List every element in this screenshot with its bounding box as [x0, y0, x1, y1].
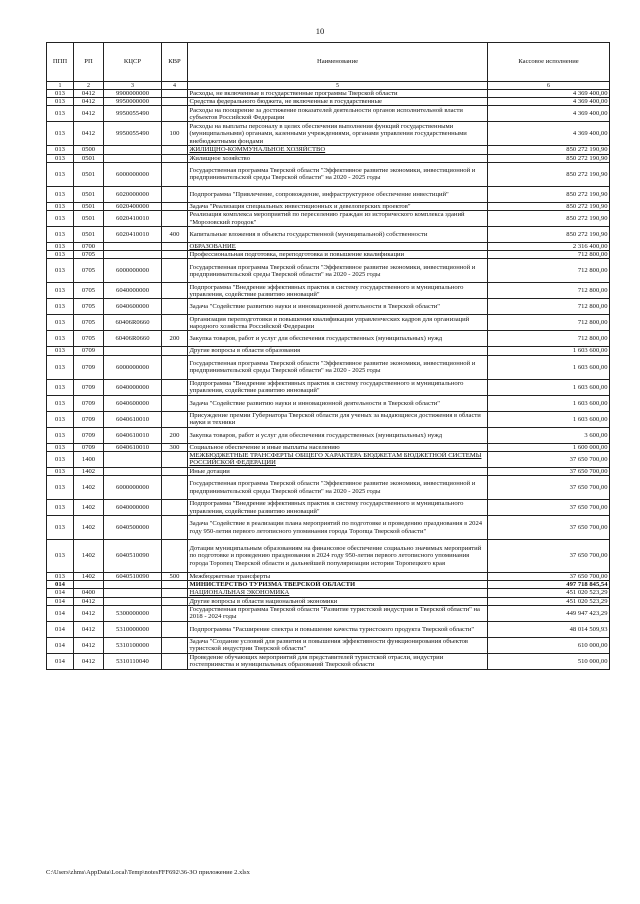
cell-rp: 0412 — [74, 90, 104, 98]
cell-kvr — [162, 259, 188, 283]
cell-amount: 449 947 423,29 — [488, 605, 610, 621]
table-row — [47, 186, 610, 202]
table-row — [47, 227, 610, 243]
col-number: 3 — [104, 82, 162, 90]
cell-kvr — [162, 653, 188, 669]
table-row — [47, 122, 610, 146]
cell-ppp: 013 — [47, 540, 74, 573]
cell-ppp: 013 — [47, 106, 74, 122]
cell-name: Средства федерального бюджета, не включенные в государственные — [188, 98, 488, 106]
cell-rp: 0705 — [74, 331, 104, 347]
cell-amount: 37 650 700,00 — [488, 516, 610, 540]
table-body — [47, 90, 610, 670]
table-row — [47, 395, 610, 411]
cell-name: Профессиональная подготовка, переподготовка и повышение квалификации — [188, 251, 488, 259]
cell-amount: 3 600,00 — [488, 427, 610, 443]
cell-rp: 1402 — [74, 467, 104, 475]
cell-ppp: 013 — [47, 573, 74, 581]
cell-kcsr — [104, 347, 162, 355]
cell-amount: 850 272 190,90 — [488, 227, 610, 243]
cell-name: Проведение обучающих мероприятий для представителей туристской отрасли, индустрии гостеприимства и муниципальных образований Тверской области — [188, 653, 488, 669]
cell-ppp: 014 — [47, 589, 74, 597]
cell-rp: 0412 — [74, 98, 104, 106]
cell-rp: 0412 — [74, 122, 104, 146]
cell-ppp: 013 — [47, 427, 74, 443]
cell-rp: 0501 — [74, 154, 104, 162]
cell-rp: 0501 — [74, 227, 104, 243]
cell-amount: 850 272 190,90 — [488, 202, 610, 210]
table-row — [47, 500, 610, 516]
cell-name: Задача "Содействие развитию науки и инновационной деятельности в Тверской области" — [188, 395, 488, 411]
table-row — [47, 283, 610, 299]
cell-kcsr: 6000000000 — [104, 259, 162, 283]
cell-kvr — [162, 283, 188, 299]
cell-ppp: 013 — [47, 347, 74, 355]
cell-kcsr — [104, 451, 162, 467]
cell-amount: 37 650 700,00 — [488, 451, 610, 467]
table-row — [47, 347, 610, 355]
cell-amount: 4 369 400,00 — [488, 106, 610, 122]
cell-kcsr: 6040000000 — [104, 283, 162, 299]
cell-kcsr — [104, 154, 162, 162]
cell-rp: 0501 — [74, 162, 104, 186]
cell-amount: 712 800,00 — [488, 251, 610, 259]
cell-amount: 37 650 700,00 — [488, 540, 610, 573]
cell-kvr: 500 — [162, 573, 188, 581]
cell-ppp: 014 — [47, 637, 74, 653]
cell-kvr — [162, 581, 188, 589]
cell-ppp: 013 — [47, 243, 74, 251]
cell-kvr — [162, 637, 188, 653]
table-row — [47, 315, 610, 331]
table-row — [47, 605, 610, 621]
budget-table — [46, 42, 610, 670]
cell-amount: 850 272 190,90 — [488, 211, 610, 227]
cell-name: Закупка товаров, работ и услуг для обеспечения государственных (муниципальных) нужд — [188, 427, 488, 443]
cell-kcsr: 6040600000 — [104, 395, 162, 411]
cell-kvr: 300 — [162, 443, 188, 451]
cell-kcsr: 6040510090 — [104, 540, 162, 573]
cell-amount: 37 650 700,00 — [488, 500, 610, 516]
cell-amount: 850 272 190,90 — [488, 186, 610, 202]
cell-kcsr: 6020400000 — [104, 202, 162, 210]
cell-name: Расходы, не включенные в государственные программы Тверской области — [188, 90, 488, 98]
cell-kcsr: 6020000000 — [104, 186, 162, 202]
cell-kcsr: 6040610010 — [104, 411, 162, 427]
cell-amount: 37 650 700,00 — [488, 573, 610, 581]
cell-name: Дотации муниципальным образованиям на финансовое обеспечение социально значимых мероприятий по подготовке и проведению празднования в 2024 году 950-летия первого летописного упоминания города Торопец Тверской области и дальнейшей популяризации истории Торопецкого края — [188, 540, 488, 573]
cell-ppp: 014 — [47, 597, 74, 605]
table-row — [47, 476, 610, 500]
cell-ppp: 013 — [47, 315, 74, 331]
cell-kvr — [162, 411, 188, 427]
table-row — [47, 621, 610, 637]
cell-amount: 2 316 400,00 — [488, 243, 610, 251]
cell-kcsr — [104, 589, 162, 597]
cell-kcsr: 5300000000 — [104, 605, 162, 621]
cell-kcsr — [104, 581, 162, 589]
cell-ppp: 013 — [47, 162, 74, 186]
header-kcsr: КЦСР — [104, 43, 162, 82]
cell-rp: 1402 — [74, 476, 104, 500]
cell-ppp: 013 — [47, 251, 74, 259]
cell-rp: 0412 — [74, 106, 104, 122]
cell-name: Другие вопросы в области образования — [188, 347, 488, 355]
cell-rp: 0501 — [74, 211, 104, 227]
table-row — [47, 243, 610, 251]
table-row — [47, 653, 610, 669]
cell-rp: 0709 — [74, 443, 104, 451]
cell-amount: 712 800,00 — [488, 259, 610, 283]
col-number: 6 — [488, 82, 610, 90]
cell-ppp: 013 — [47, 476, 74, 500]
header-ppp: ППП — [47, 43, 74, 82]
cell-kvr — [162, 299, 188, 315]
page-number: 10 — [315, 26, 325, 36]
cell-name: Расходы на выплаты персоналу в целях обеспечения выполнения функций государственными (муниципальными) органами, казенными учреждениями, органами управления государственными внебюджетными фондами — [188, 122, 488, 146]
table-row — [47, 106, 610, 122]
cell-kcsr: 9950000000 — [104, 98, 162, 106]
cell-amount: 1 603 600,00 — [488, 355, 610, 379]
cell-kvr — [162, 98, 188, 106]
cell-name: Государственная программа Тверской области "Эффективное развитие экономики, инвестиционной и предпринимательской среды Тверской области" на 2020 - 2025 годы — [188, 476, 488, 500]
table-row — [47, 331, 610, 347]
cell-rp: 0400 — [74, 589, 104, 597]
cell-amount: 451 020 523,29 — [488, 589, 610, 597]
cell-rp: 1402 — [74, 500, 104, 516]
col-number: 4 — [162, 82, 188, 90]
cell-name: Реализация комплекса мероприятий по переселению граждан из исторического комплекса зданий "Морозовский городок" — [188, 211, 488, 227]
header-rp: РП — [74, 43, 104, 82]
cell-kvr: 400 — [162, 227, 188, 243]
cell-kvr — [162, 106, 188, 122]
cell-rp: 0705 — [74, 251, 104, 259]
cell-ppp: 013 — [47, 443, 74, 451]
cell-amount: 4 369 400,00 — [488, 122, 610, 146]
cell-kcsr: 9900000000 — [104, 90, 162, 98]
cell-kvr — [162, 621, 188, 637]
table-row — [47, 251, 610, 259]
table-row — [47, 597, 610, 605]
cell-kvr — [162, 251, 188, 259]
cell-name: ЖИЛИЩНО-КОММУНАЛЬНОЕ ХОЗЯЙСТВО — [188, 146, 488, 154]
cell-rp: 0709 — [74, 411, 104, 427]
cell-rp: 0709 — [74, 395, 104, 411]
table-row — [47, 540, 610, 573]
cell-kcsr — [104, 467, 162, 475]
cell-rp: 0501 — [74, 186, 104, 202]
table-row — [47, 98, 610, 106]
table-row — [47, 211, 610, 227]
cell-kcsr: 6000000000 — [104, 476, 162, 500]
cell-ppp: 013 — [47, 331, 74, 347]
cell-kvr — [162, 516, 188, 540]
cell-ppp: 014 — [47, 581, 74, 589]
cell-kvr — [162, 154, 188, 162]
cell-rp: 1400 — [74, 451, 104, 467]
cell-rp: 0709 — [74, 427, 104, 443]
cell-kvr — [162, 315, 188, 331]
cell-ppp: 013 — [47, 299, 74, 315]
cell-kcsr: 6040610010 — [104, 427, 162, 443]
cell-ppp: 014 — [47, 653, 74, 669]
cell-amount: 1 603 600,00 — [488, 379, 610, 395]
cell-name: ОБРАЗОВАНИЕ — [188, 243, 488, 251]
cell-amount: 37 650 700,00 — [488, 476, 610, 500]
table-row — [47, 573, 610, 581]
cell-kvr — [162, 540, 188, 573]
cell-kcsr: 6040610010 — [104, 443, 162, 451]
cell-rp: 0705 — [74, 299, 104, 315]
cell-rp: 0705 — [74, 283, 104, 299]
cell-kcsr: 6040500000 — [104, 516, 162, 540]
cell-ppp: 013 — [47, 186, 74, 202]
cell-kvr — [162, 186, 188, 202]
cell-kcsr: 6040000000 — [104, 379, 162, 395]
cell-ppp: 013 — [47, 467, 74, 475]
cell-rp: 0500 — [74, 146, 104, 154]
cell-kcsr — [104, 251, 162, 259]
cell-kvr: 200 — [162, 427, 188, 443]
cell-rp: 1402 — [74, 516, 104, 540]
cell-name: МИНИСТЕРСТВО ТУРИЗМА ТВЕРСКОЙ ОБЛАСТИ — [188, 581, 488, 589]
table-row — [47, 589, 610, 597]
cell-rp: 0709 — [74, 379, 104, 395]
table-row — [47, 467, 610, 475]
cell-kcsr: 6020410010 — [104, 211, 162, 227]
table-row — [47, 581, 610, 589]
cell-kvr — [162, 211, 188, 227]
cell-kcsr: 6000000000 — [104, 355, 162, 379]
col-number: 1 — [47, 82, 74, 90]
cell-amount: 4 369 400,00 — [488, 98, 610, 106]
cell-kcsr: 5310100000 — [104, 637, 162, 653]
table-row — [47, 299, 610, 315]
cell-kcsr — [104, 243, 162, 251]
cell-rp: 0705 — [74, 259, 104, 283]
cell-ppp: 013 — [47, 355, 74, 379]
cell-kcsr: 6040600000 — [104, 299, 162, 315]
table-row — [47, 379, 610, 395]
cell-rp: 0412 — [74, 605, 104, 621]
cell-kvr — [162, 597, 188, 605]
cell-amount: 497 718 845,54 — [488, 581, 610, 589]
cell-kcsr: 6020410010 — [104, 227, 162, 243]
cell-amount: 48 014 509,93 — [488, 621, 610, 637]
cell-kvr — [162, 202, 188, 210]
cell-kcsr: 9950055490 — [104, 122, 162, 146]
cell-rp: 0709 — [74, 355, 104, 379]
cell-amount: 1 600 000,00 — [488, 443, 610, 451]
cell-ppp: 013 — [47, 379, 74, 395]
table-row — [47, 202, 610, 210]
cell-name: Расходы на поощрение за достижение показателей деятельности органов исполнительной власти субъектов Российской Федерации — [188, 106, 488, 122]
table-row — [47, 443, 610, 451]
cell-kvr — [162, 451, 188, 467]
cell-kvr — [162, 500, 188, 516]
cell-ppp: 013 — [47, 411, 74, 427]
cell-rp: 0412 — [74, 653, 104, 669]
cell-kvr: 200 — [162, 331, 188, 347]
cell-kcsr: 60406R0660 — [104, 331, 162, 347]
cell-amount: 610 000,00 — [488, 637, 610, 653]
cell-name: Подпрограмма "Расширение спектра и повышение качества туристского продукта Тверской области" — [188, 621, 488, 637]
cell-kvr — [162, 355, 188, 379]
cell-kcsr: 6000000000 — [104, 162, 162, 186]
cell-rp: 0412 — [74, 597, 104, 605]
cell-name: Подпрограмма "Привлечение, сопровождение, инфраструктурное обеспечение инвестиций" — [188, 186, 488, 202]
cell-name: Подпрограмма "Внедрение эффективных практик в систему государственного и муниципального управления, содействие развитию инноваций" — [188, 379, 488, 395]
header-name: Наименование — [188, 43, 488, 82]
cell-amount: 712 800,00 — [488, 331, 610, 347]
cell-name: Закупка товаров, работ и услуг для обеспечения государственных (муниципальных) нужд — [188, 331, 488, 347]
cell-ppp: 013 — [47, 90, 74, 98]
col-number: 2 — [74, 82, 104, 90]
table-row — [47, 162, 610, 186]
cell-rp: 0412 — [74, 637, 104, 653]
cell-amount: 1 603 600,00 — [488, 411, 610, 427]
cell-ppp: 013 — [47, 227, 74, 243]
cell-name: Организация переподготовки и повышения квалификации управленческих кадров для организаций народного хозяйства Российской Федерации — [188, 315, 488, 331]
cell-amount: 1 603 600,00 — [488, 395, 610, 411]
cell-name: Государственная программа Тверской области "Эффективное развитие экономики, инвестиционной и предпринимательской среды Тверской области" на 2020 - 2025 годы — [188, 355, 488, 379]
cell-ppp: 013 — [47, 211, 74, 227]
cell-kvr — [162, 476, 188, 500]
cell-rp — [74, 581, 104, 589]
cell-rp: 0412 — [74, 621, 104, 637]
cell-kvr — [162, 90, 188, 98]
column-number-row — [47, 82, 610, 90]
cell-ppp: 013 — [47, 146, 74, 154]
cell-rp: 0709 — [74, 347, 104, 355]
cell-kvr — [162, 243, 188, 251]
cell-kcsr: 60406R0660 — [104, 315, 162, 331]
cell-rp: 0700 — [74, 243, 104, 251]
cell-rp: 1402 — [74, 573, 104, 581]
cell-ppp: 014 — [47, 605, 74, 621]
cell-ppp: 013 — [47, 259, 74, 283]
cell-ppp: 013 — [47, 395, 74, 411]
header-kvr: КВР — [162, 43, 188, 82]
cell-kcsr: 5310110040 — [104, 653, 162, 669]
cell-amount: 850 272 190,90 — [488, 146, 610, 154]
cell-ppp: 013 — [47, 202, 74, 210]
table-row — [47, 90, 610, 98]
cell-ppp: 013 — [47, 122, 74, 146]
cell-name: Задача "Создание условий для развития и повышения эффективности функционирования объектов туристской индустрии Тверской области" — [188, 637, 488, 653]
cell-name: Государственная программа Тверской области "Развитие туристской индустрии в Тверской области" на 2018 - 2024 годы — [188, 605, 488, 621]
cell-amount: 510 000,00 — [488, 653, 610, 669]
cell-kcsr: 9950055490 — [104, 106, 162, 122]
cell-amount: 712 800,00 — [488, 283, 610, 299]
table-row — [47, 427, 610, 443]
cell-amount: 451 020 523,29 — [488, 597, 610, 605]
cell-kvr — [162, 467, 188, 475]
cell-kvr — [162, 379, 188, 395]
table-row — [47, 411, 610, 427]
cell-name: Социальное обеспечение и иные выплаты населению — [188, 443, 488, 451]
table-row — [47, 259, 610, 283]
cell-kcsr — [104, 597, 162, 605]
cell-kcsr — [104, 146, 162, 154]
cell-amount: 850 272 190,90 — [488, 162, 610, 186]
table-header — [47, 43, 610, 90]
cell-rp: 0501 — [74, 202, 104, 210]
cell-name: НАЦИОНАЛЬНАЯ ЭКОНОМИКА — [188, 589, 488, 597]
cell-name: Государственная программа Тверской области "Эффективное развитие экономики, инвестиционной и предпринимательской среды Тверской области" на 2020 - 2025 годы — [188, 162, 488, 186]
cell-kvr — [162, 395, 188, 411]
cell-name: Задача "Реализация специальных инвестиционных и девелоперских проектов" — [188, 202, 488, 210]
col-number: 5 — [188, 82, 488, 90]
table-row — [47, 451, 610, 467]
cell-name: Подпрограмма "Внедрение эффективных практик в систему государственного и муниципального управления, содействие развитию инноваций" — [188, 283, 488, 299]
cell-rp: 0705 — [74, 315, 104, 331]
cell-amount: 850 272 190,90 — [488, 154, 610, 162]
table-row — [47, 516, 610, 540]
cell-kvr — [162, 162, 188, 186]
cell-name: Государственная программа Тверской области "Эффективное развитие экономики, инвестиционной и предпринимательской среды Тверской области" на 2020 - 2025 годы — [188, 259, 488, 283]
cell-name: Задача "Содействие в реализации плана мероприятий по подготовке и проведению празднования в 2024 году 950-летия первого летописного упоминания города Торопца Тверской области" — [188, 516, 488, 540]
cell-kvr — [162, 589, 188, 597]
cell-kvr — [162, 146, 188, 154]
cell-name: Задача "Содействие развитию науки и инновационной деятельности в Тверской области" — [188, 299, 488, 315]
cell-ppp: 013 — [47, 154, 74, 162]
cell-amount: 712 800,00 — [488, 299, 610, 315]
cell-name: Иные дотации — [188, 467, 488, 475]
cell-name: Жилищное хозяйство — [188, 154, 488, 162]
cell-kcsr: 5310000000 — [104, 621, 162, 637]
cell-amount: 4 369 400,00 — [488, 90, 610, 98]
table-row — [47, 637, 610, 653]
cell-name: Присуждение премии Губернатора Тверской области для ученых за выдающиеся достижения в области науки и техники — [188, 411, 488, 427]
cell-amount: 37 650 700,00 — [488, 467, 610, 475]
header-amount: Кассовое исполнение — [488, 43, 610, 82]
cell-kvr — [162, 605, 188, 621]
cell-ppp: 014 — [47, 621, 74, 637]
cell-ppp: 013 — [47, 500, 74, 516]
cell-amount: 1 603 600,00 — [488, 347, 610, 355]
file-path-footer: C:\Users\zhms\AppData\Local\Temp\notesFFF692\36-ЗО приложение 2.xlsx — [46, 869, 250, 876]
cell-kvr: 100 — [162, 122, 188, 146]
cell-ppp: 013 — [47, 98, 74, 106]
cell-amount: 712 800,00 — [488, 315, 610, 331]
cell-name: Межбюджетные трансферты — [188, 573, 488, 581]
cell-name: Капитальные вложения в объекты государственной (муниципальной) собственности — [188, 227, 488, 243]
cell-rp: 1402 — [74, 540, 104, 573]
table-row — [47, 355, 610, 379]
cell-kvr — [162, 347, 188, 355]
cell-kcsr: 6040000000 — [104, 500, 162, 516]
cell-name: Подпрограмма "Внедрение эффективных практик в систему государственного и муниципального управления, содействие развитию инноваций" — [188, 500, 488, 516]
cell-name: МЕЖБЮДЖЕТНЫЕ ТРАНСФЕРТЫ ОБЩЕГО ХАРАКТЕРА БЮДЖЕТАМ БЮДЖЕТНОЙ СИСТЕМЫ РОССИЙСКОЙ ФЕДЕРАЦИИ — [188, 451, 488, 467]
cell-ppp: 013 — [47, 516, 74, 540]
table-row — [47, 154, 610, 162]
table-row — [47, 146, 610, 154]
cell-name: Другие вопросы в области национальной экономики — [188, 597, 488, 605]
cell-kcsr: 6040510090 — [104, 573, 162, 581]
cell-ppp: 013 — [47, 451, 74, 467]
cell-ppp: 013 — [47, 283, 74, 299]
